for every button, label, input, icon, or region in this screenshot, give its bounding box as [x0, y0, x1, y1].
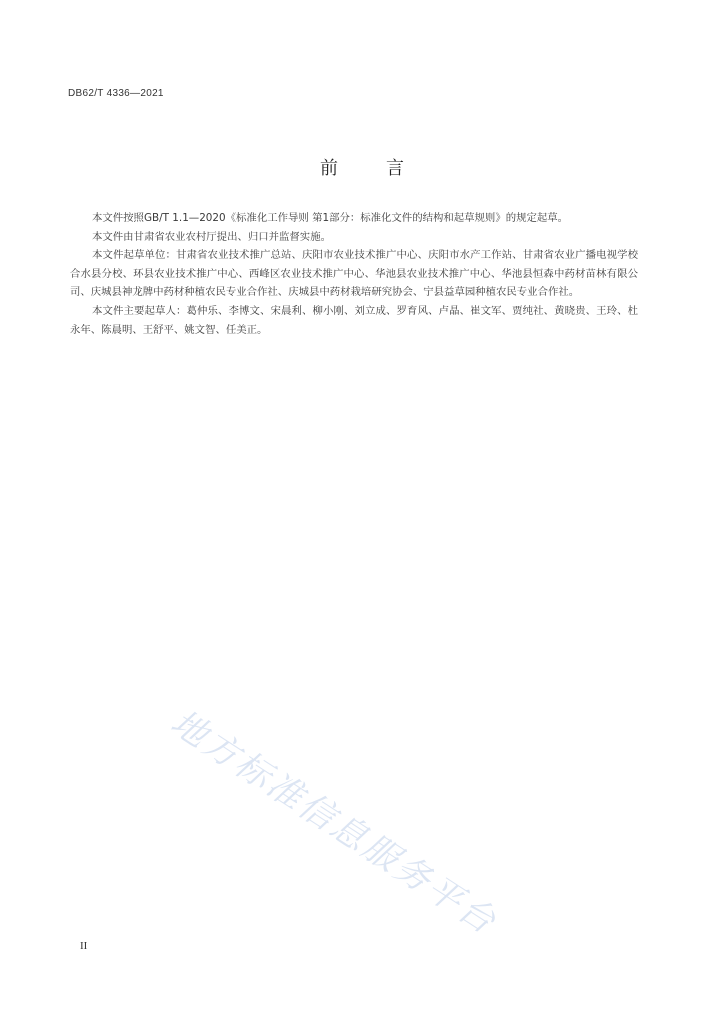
paragraph-drafting-units: 本文件起草单位：甘肃省农业技术推广总站、庆阳市农业技术推广中心、庆阳市水产工作站、甘肃省农业广播电视学校合水县分校、环县农业技术推广中心、西峰区农业技术推广中心、华池县农业技术推广中心、华池县恒森中药材苗林有限公司、庆城县神龙牌中药材种植农民专业合作社、庆城县中药材栽培研究协会、宁县益草园种植农民专业合作社。 — [70, 249, 638, 299]
paragraph-drafting-rules: 本文件按照GB/T 1.1—2020《标准化工作导则 第1部分：标准化文件的结构和起草规则》的规定起草。 — [92, 212, 569, 224]
page-number: II — [80, 940, 88, 952]
paragraph-proposer: 本文件由甘肃省农业农村厅提出、归口并监督实施。 — [92, 230, 331, 243]
heading-char-1: 前 — [320, 158, 338, 179]
document-code: DB62/T 4336—2021 — [68, 88, 164, 99]
section-heading — [0, 154, 724, 180]
paragraph-drafters: 本文件主要起草人：葛仲乐、李博文、宋晨利、柳小刚、刘立成、罗育风、卢晶、崔文军、贾纯社、黄晓贵、王玲、杜永年、陈晨明、王舒平、姚文智、任美正。 — [70, 304, 638, 336]
watermark-text: 地方标准信息服务平台 — [163, 702, 504, 944]
heading-char-2: 言 — [386, 158, 404, 179]
foreword-body — [70, 209, 638, 339]
